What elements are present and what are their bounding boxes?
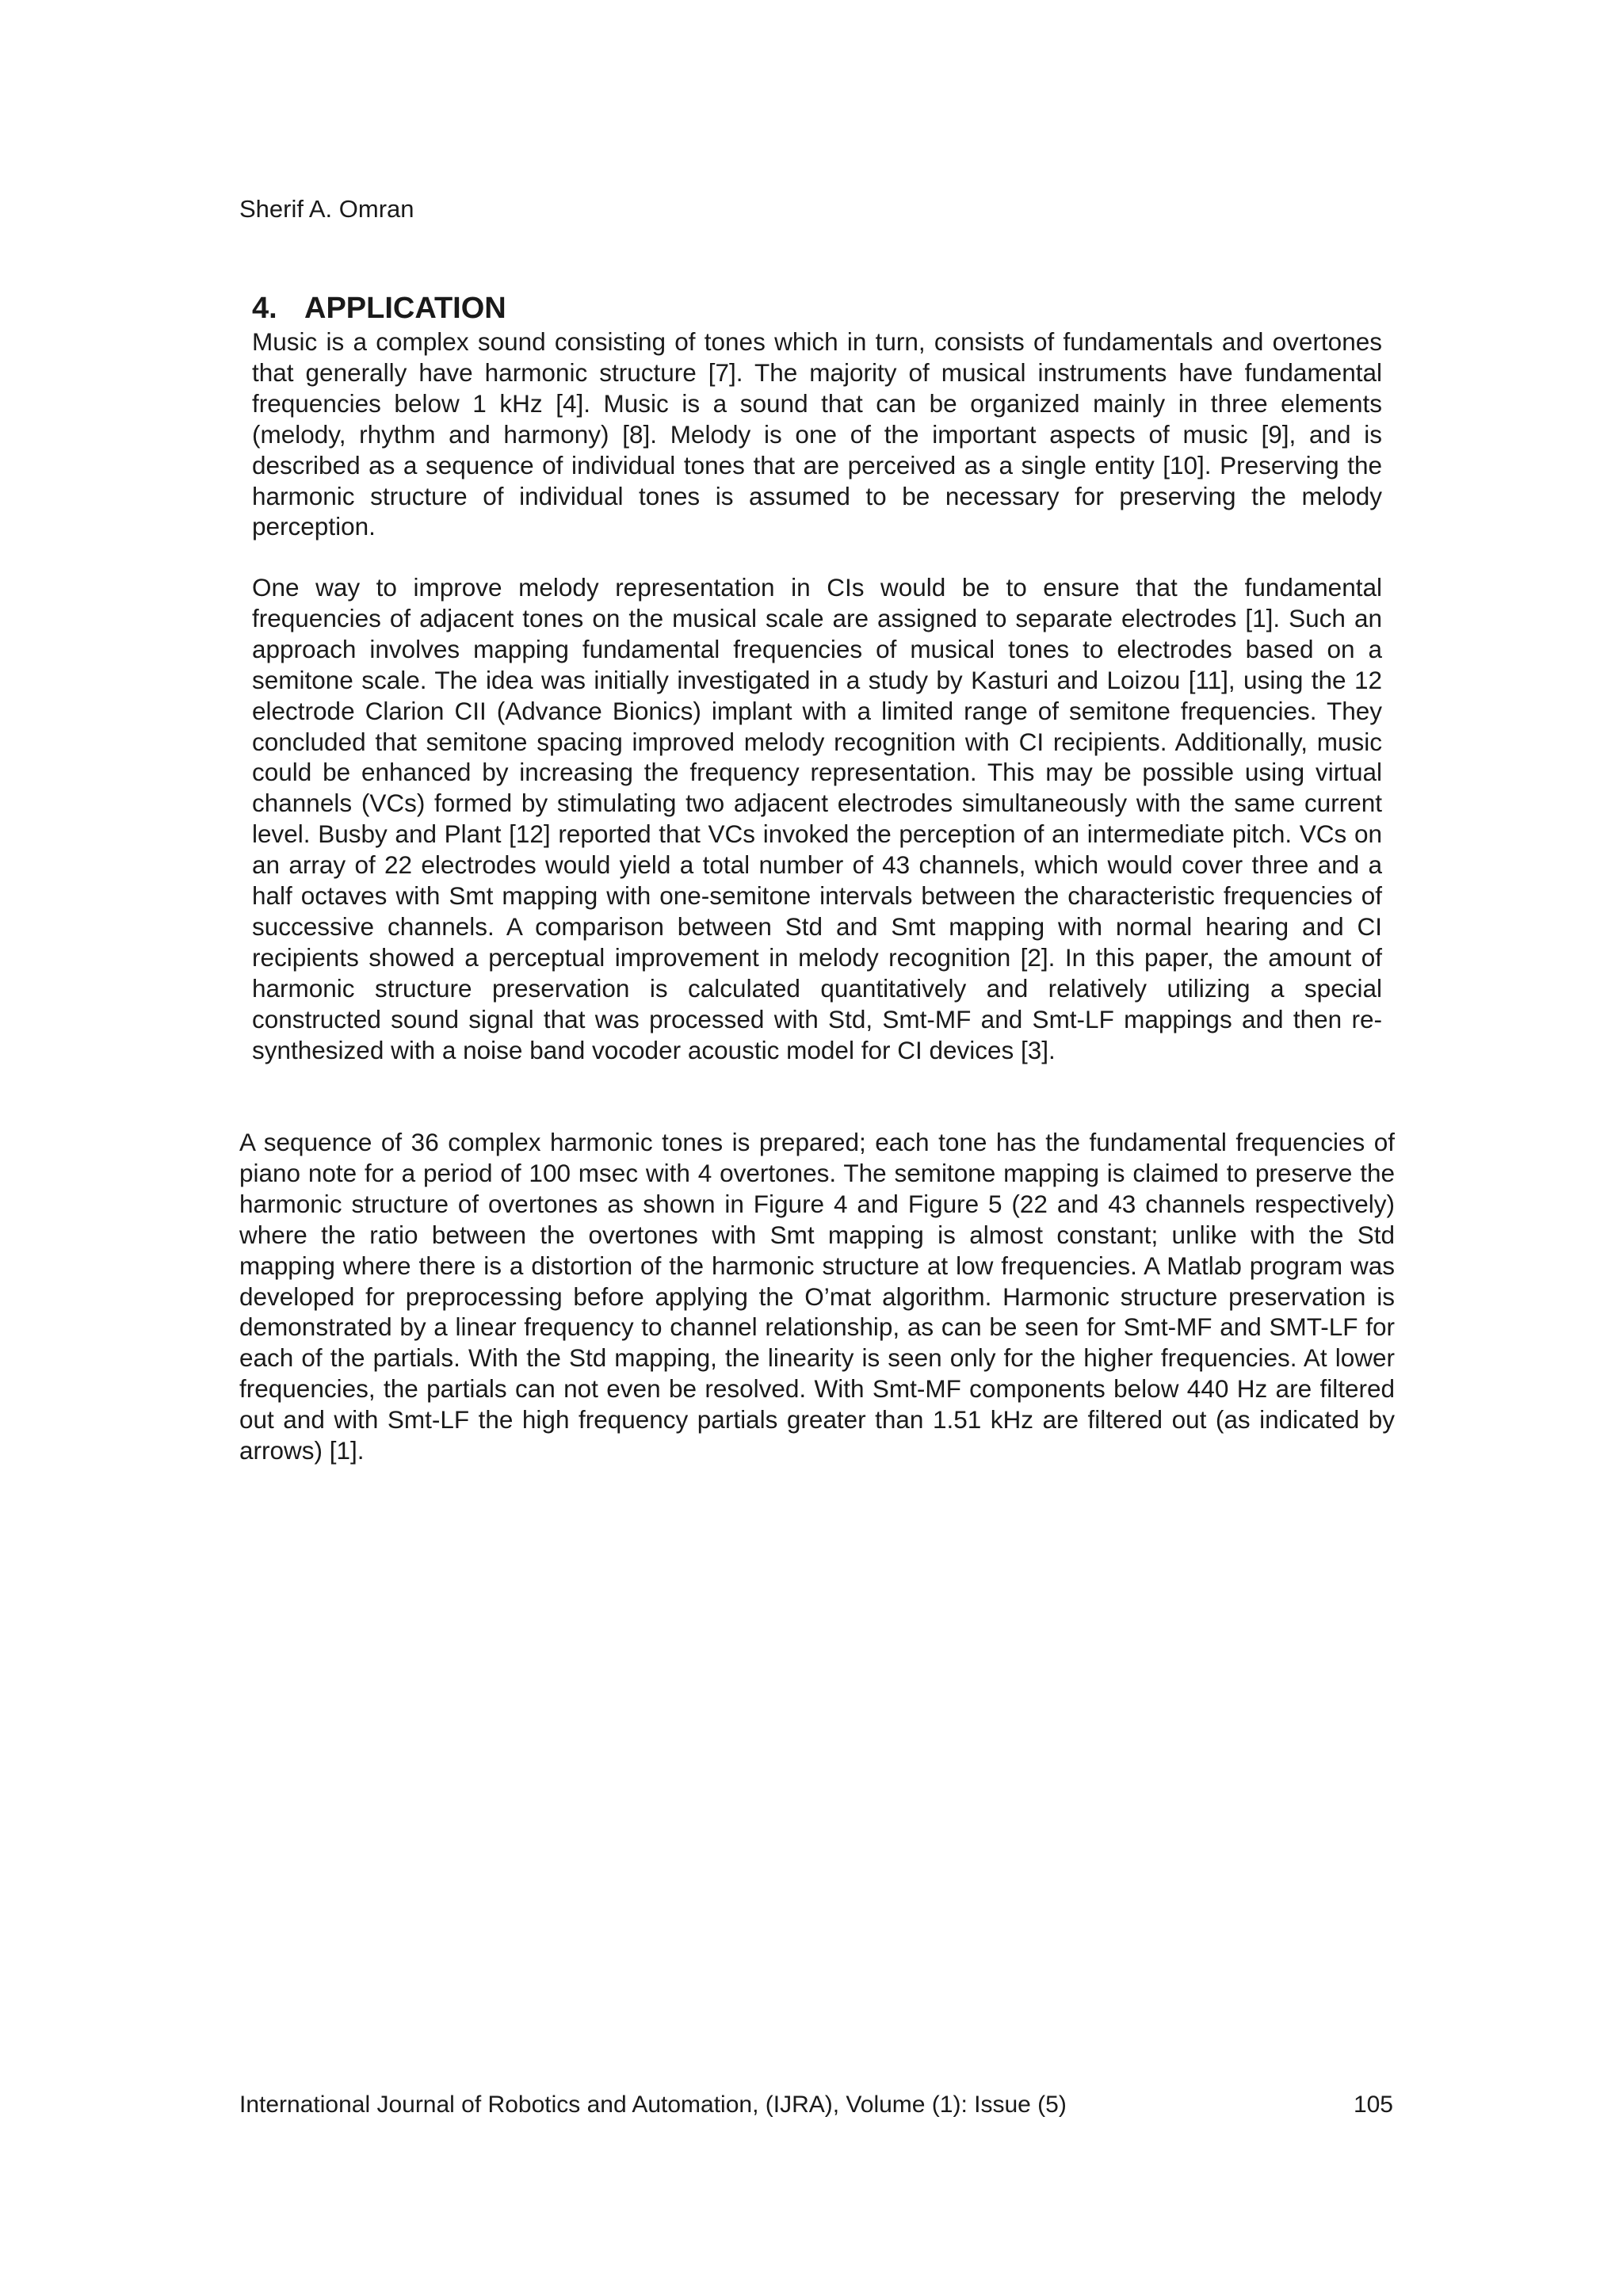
section-heading [252,288,506,328]
page-footer [239,2089,1393,2121]
paragraph-melody-representation: One way to improve melody representation in CIs would be to ensure that the fundamental frequencies of adjacent tones on the musical scale are assigned to separate electrodes [1]. Such an approach involves mapping fundamental frequencies of musical tones to electrodes based on a semitone scale. The idea was initially investigated in a study by Kasturi and Loizou [11], using the 12 electrode Clarion CII (Advance Bionics) implant with a limited range of semitone frequencies. They concluded that semitone spacing improved melody recognition with CI recipients. Additionally, music could be enhanced by increasing the frequency representation. This may be possible using virtual channels (VCs) formed by stimulating two adjacent electrodes simultaneously with the same current level. Busby and Plant [12] reported that VCs invoked the perception of an intermediate pitch. VCs on an array of 22 electrodes would yield a total number of 43 channels, which would cover three and a half octaves with Smt mapping with one-semitone intervals between the characteristic frequencies of successive channels. A comparison between Std and Smt mapping with normal hearing and CI recipients showed a perceptual improvement in melody recognition [2]. In this paper, the amount of harmonic structure preservation is calculated quantitatively and relatively utilizing a special constructed sound signal that was processed with Std, Smt-MF and Smt-LF mappings and then re-synthesized with a noise band vocoder acoustic model for CI devices [3]. [252,573,1382,1064]
section-title: APPLICATION [304,292,506,325]
running-head-author: Sherif A. Omran [239,195,414,223]
footer-journal-citation: International Journal of Robotics and Automation, (IJRA), Volume (1): Issue (5) [239,2092,1067,2118]
paragraph-harmonic-tones: A sequence of 36 complex harmonic tones is prepared; each tone has the fundamental frequencies of piano note for a period of 100 msec with 4 overtones. The semitone mapping is claimed to preserve the harmonic structure of overtones as shown in Figure 4 and Figure 5 (22 and 43 channels respectively) where the ratio between the overtones with Smt mapping is almost constant; unlike with the Std mapping where there is a distortion of the harmonic structure at low frequencies. A Matlab program was developed for preprocessing before applying the O’mat algorithm. Harmonic structure preservation is demonstrated by a linear frequency to channel relationship, as can be seen for Smt-MF and SMT-LF for each of the partials. With the Std mapping, the linearity is seen only for the higher frequencies. At lower frequencies, the partials can not even be resolved. With Smt-MF components below 440 Hz are filtered out and with Smt-LF the high frequency partials greater than 1.51 kHz are filtered out (as indicated by arrows) [1]. [239,1128,1395,1465]
section-number: 4. [252,292,277,325]
paragraph-music-structure: Music is a complex sound consisting of tones which in turn, consists of fundamentals and overtones that generally have harmonic structure [7]. The majority of musical instruments have fundamental frequencies below 1 kHz [4]. Music is a sound that can be organized mainly in three elements (melody, rhythm and harmony) [8]. Melody is one of the important aspects of music [9], and is described as a sequence of individual tones that are perceived as a single entity [10]. Preserving the harmonic structure of individual tones is assumed to be necessary for preserving the melody perception. [252,327,1382,541]
page-number: 105 [1353,2092,1393,2118]
